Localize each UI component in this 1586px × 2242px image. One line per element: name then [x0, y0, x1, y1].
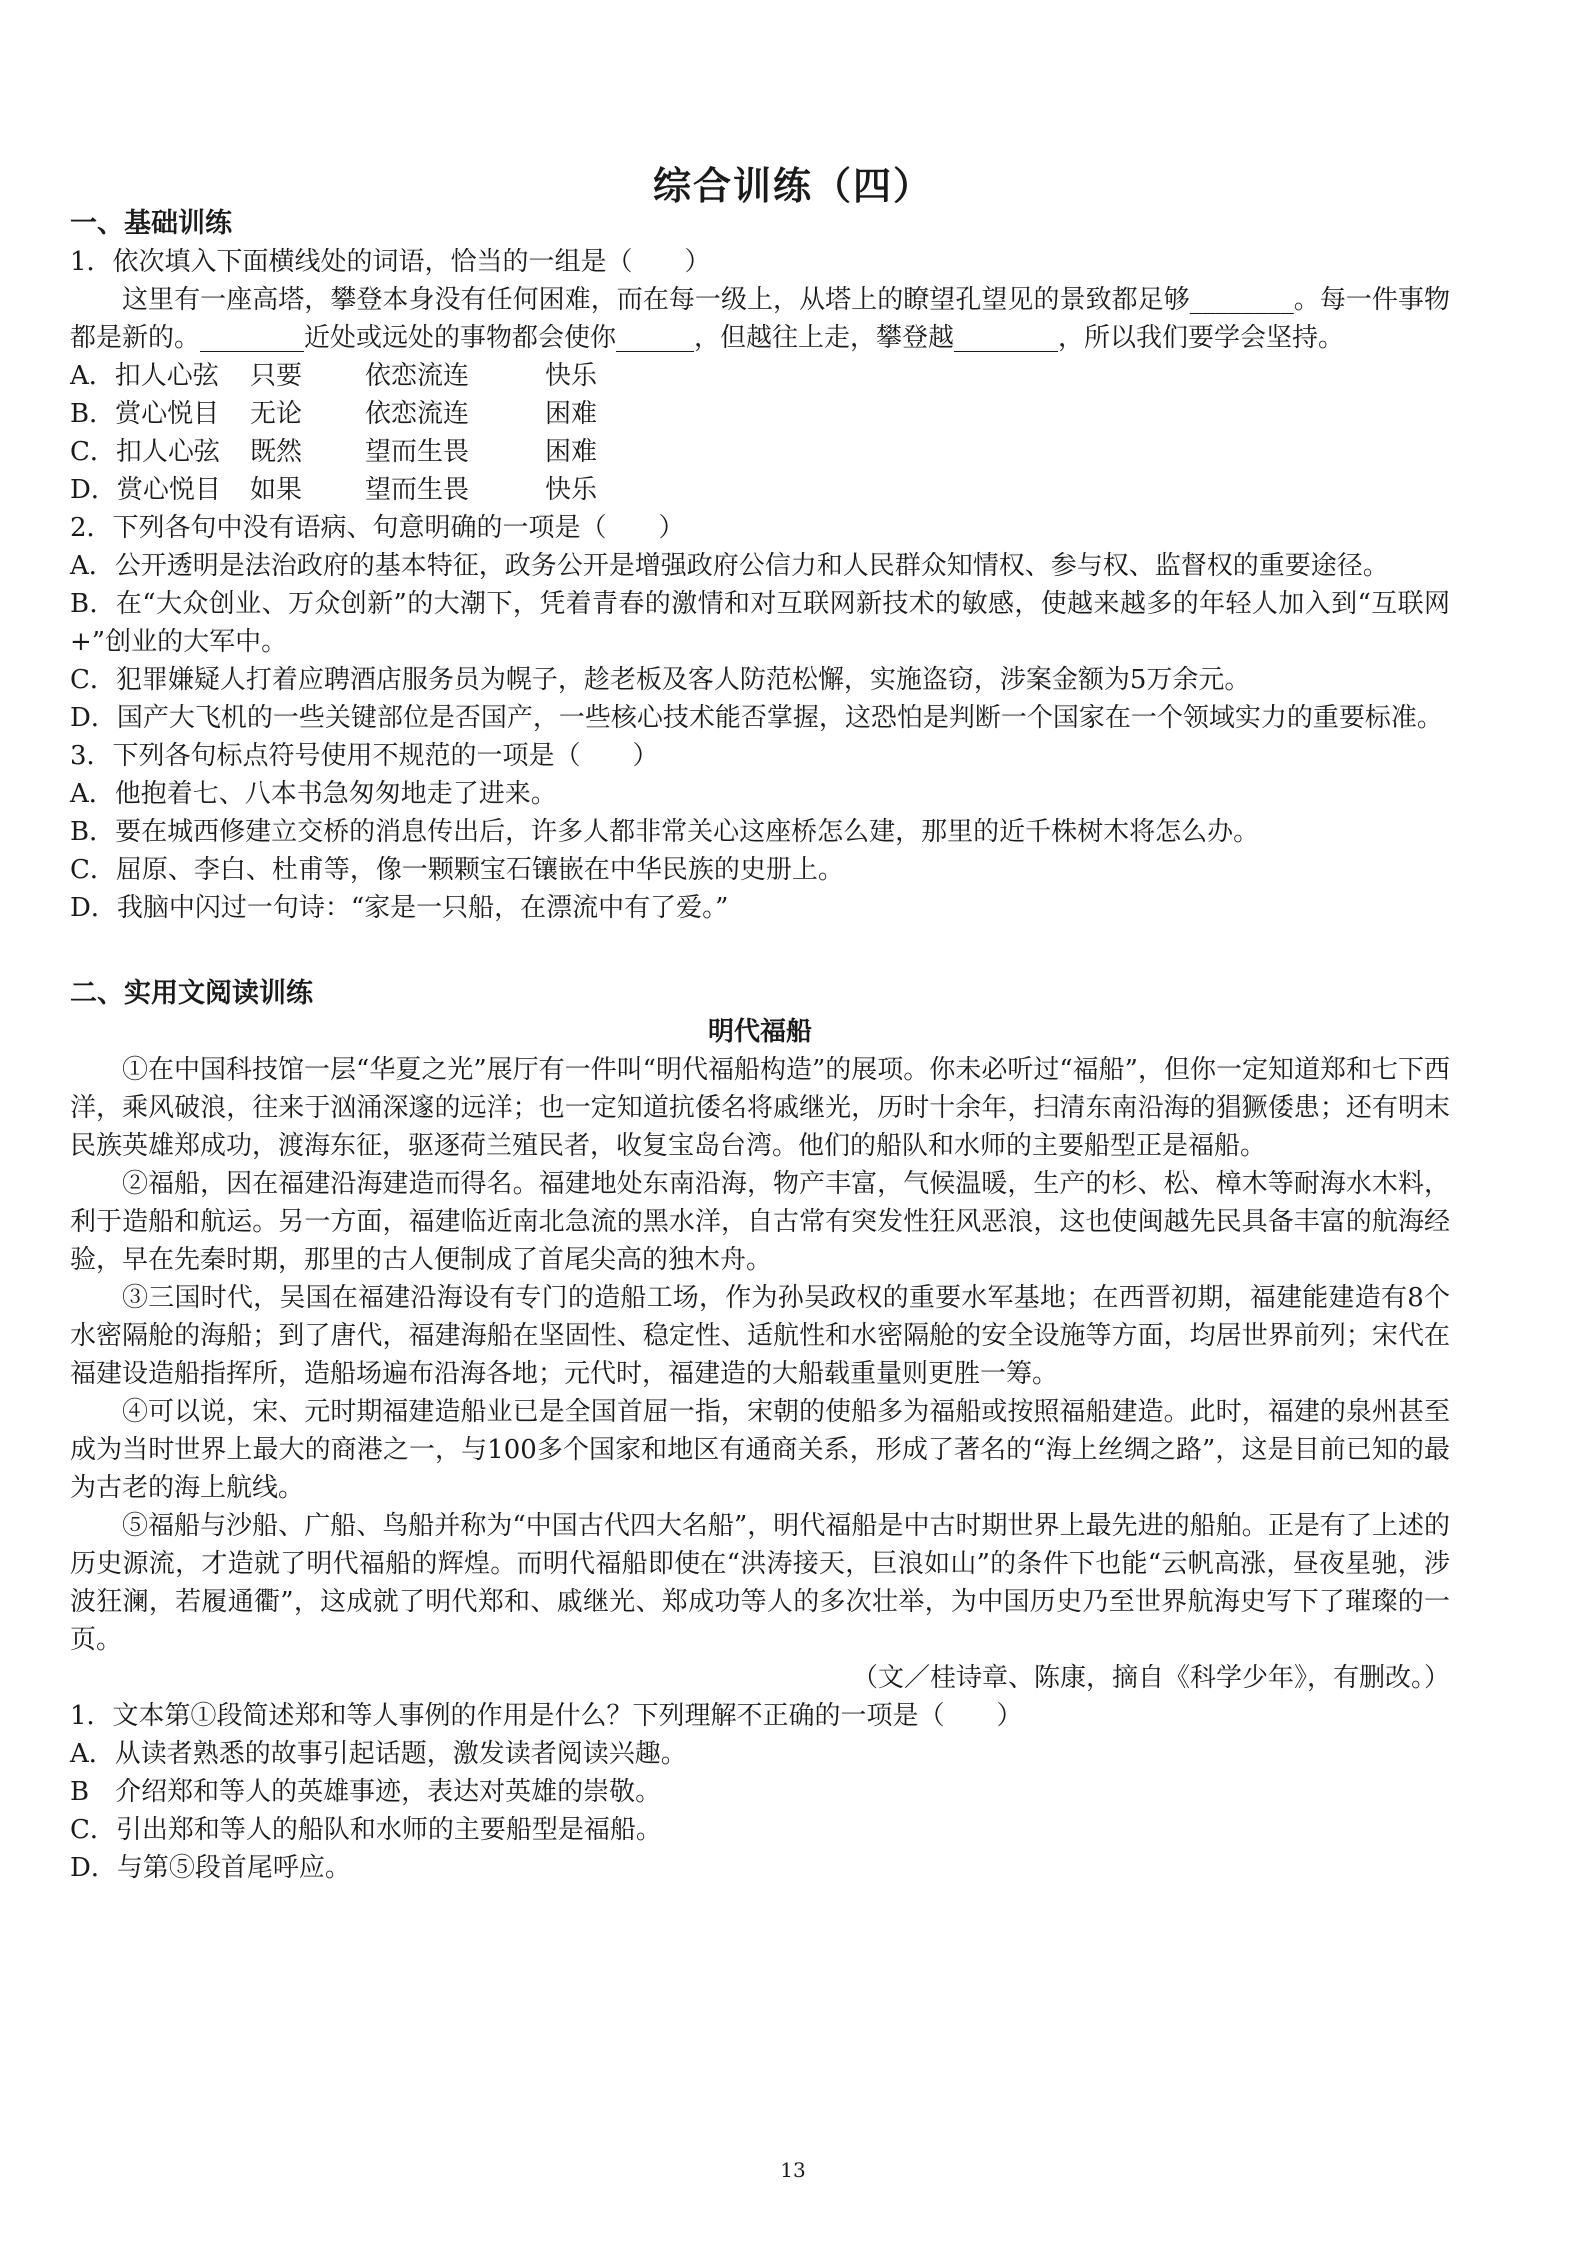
option-col3: 望而生畏: [365, 437, 470, 467]
s1-q3-option-a: A．他抱着七、八本书急匆匆地走了进来。: [70, 779, 557, 809]
s2-q1-option-c: C．引出郑和等人的船队和水师的主要船型是福船。: [70, 1815, 662, 1845]
section2-heading: 二、实用文阅读训练: [70, 978, 313, 1009]
s1-q2-option-a: A．公开透明是法治政府的基本特征，政务公开是增强政府公信力和人民群众知情权、参与权、监督权的重要途径。: [70, 551, 1389, 581]
s1-q2-stem: 2．下列各句中没有语病、句意明确的一项是（ ）: [70, 513, 685, 543]
option-col2: 只要: [250, 361, 303, 391]
article-paragraph: ③三国时代，吴国在福建沿海设有专门的造船工场，作为孙吴政权的重要水军基地；在西晋初期，福建能建造有8个水密隔舱的海船；到了唐代，福建海船在坚固性、稳定性、适航性和水密隔舱的安全设施等方面，均居世界前列；宋代在福建设造船指挥所，造船场遍布沿海各地；元代时，福建造的大船载重量则更胜一筹。: [70, 1283, 1450, 1389]
section-gap: [70, 927, 1450, 975]
s1-q1-stem: 1．依次填入下面横线处的词语，恰当的一组是（ ）: [70, 247, 711, 277]
option-col4: 快乐: [545, 361, 598, 391]
s1-q2-option-d: D．国产大飞机的一些关键部位是否国产，一些核心技术能否掌握，这恐怕是判断一个国家在一个领域实力的重要标准。: [70, 703, 1443, 733]
option-col4: 困难: [545, 399, 598, 429]
option-col3: 依恋流连: [365, 399, 470, 429]
option-col1: B．赏心悦目: [70, 399, 220, 429]
option-col2: 无论: [250, 399, 303, 429]
page-number: 13: [780, 2158, 806, 2182]
s2-q1-option-a: A．从读者熟悉的故事引起话题，激发读者阅读兴趣。: [70, 1739, 687, 1769]
s1-q1-option-d: [70, 471, 1450, 509]
page-content: [70, 205, 1450, 1887]
option-col1: D．赏心悦目: [70, 475, 221, 505]
article-paragraph: ②福船，因在福建沿海建造而得名。福建地处东南沿海，物产丰富，气候温暖，生产的杉、松、樟木等耐海水木料，利于造船和航运。另一方面，福建临近南北急流的黑水洋，自古常有突发性狂风恶浪，这也使闽越先民具备丰富的航海经验，早在先秦时期，那里的古人便制成了首尾尖高的独木舟。: [70, 1169, 1450, 1275]
s2-q1-stem: 1．文本第①段简述郑和等人事例的作用是什么？下列理解不正确的一项是（ ）: [70, 1701, 1023, 1731]
option-col2: 如果: [250, 475, 303, 505]
s1-q1-options: [70, 357, 1450, 509]
article-title: 明代福船: [707, 1017, 812, 1047]
s2-q1-option-d: D．与第⑤段首尾呼应。: [70, 1853, 351, 1883]
option-col1: A．扣人心弦: [70, 361, 219, 391]
article-paragraph: ⑤福船与沙船、广船、鸟船并称为“中国古代四大名船”，明代福船是中古时期世界上最先进的船舶。正是有了上述的历史源流，才造就了明代福船的辉煌。而明代福船即使在“洪涛接天，巨浪如山”的条件下也能“云帆高涨，昼夜星驰，涉波狂澜，若履通衢”，这成就了明代郑和、戚继光、郑成功等人的多次壮举，为中国历史乃至世界航海史写下了璀璨的一页。: [70, 1511, 1450, 1655]
s1-q3-option-c: C．屈原、李白、杜甫等，像一颗颗宝石镶嵌在中华民族的史册上。: [70, 855, 844, 885]
section1-heading: 一、基础训练: [70, 208, 232, 239]
article-source: （文／桂诗章、陈康，摘自《科学少年》，有删改。）: [851, 1663, 1450, 1693]
s1-q1-option-b: [70, 395, 1450, 433]
option-col1: C．扣人心弦: [70, 437, 220, 467]
article-paragraph: ④可以说，宋、元时期福建造船业已是全国首屈一指，宋朝的使船多为福船或按照福船建造。此时，福建的泉州甚至成为当时世界上最大的商港之一，与100多个国家和地区有通商关系，形成了著名的“海上丝绸之路”，这是目前已知的最为古老的海上航线。: [70, 1397, 1450, 1503]
s1-q2-option-c: C．犯罪嫌疑人打着应聘酒店服务员为幌子，趁老板及客人防范松懈，实施盗窃，涉案金额为5万余元。: [70, 665, 1251, 695]
option-col4: 困难: [545, 437, 598, 467]
s1-q1-option-a: [70, 357, 1450, 395]
s2-q1-option-b: B 介绍郑和等人的英雄事迹，表达对英雄的崇敬。: [70, 1777, 662, 1807]
s1-q1-passage: 这里有一座高塔，攀登本身没有任何困难，而在每一级上，从塔上的瞭望孔望见的景致都足够________。每一件事物都是新的。________近处或远处的事物都会使你______，但越往上走，攀登越________，所以我们要学会坚持。: [70, 285, 1450, 353]
option-col3: 依恋流连: [365, 361, 470, 391]
s1-q3-option-b: B．要在城西修建立交桥的消息传出后，许多人都非常关心这座桥怎么建，那里的近千株树木将怎么办。: [70, 817, 1260, 847]
option-col2: 既然: [250, 437, 303, 467]
article-paragraph: ①在中国科技馆一层“华夏之光”展厅有一件叫“明代福船构造”的展项。你未必听过“福船”，但你一定知道郑和七下西洋，乘风破浪，往来于汹涌深邃的远洋；也一定知道抗倭名将戚继光，历时十余年，扫清东南沿海的猖獗倭患；还有明末民族英雄郑成功，渡海东征，驱逐荷兰殖民者，收复宝岛台湾。他们的船队和水师的主要船型正是福船。: [70, 1055, 1450, 1161]
s1-q2-option-b: B．在“大众创业、万众创新”的大潮下，凭着青春的激情和对互联网新技术的敏感，使越来越多的年轻人加入到“互联网+”创业的大军中。: [70, 589, 1450, 657]
s1-q3-stem: 3．下列各句标点符号使用不规范的一项是（ ）: [70, 741, 659, 771]
s1-q1-option-c: [70, 433, 1450, 471]
option-col3: 望而生畏: [365, 475, 470, 505]
page-title: 综合训练（四）: [652, 163, 933, 208]
option-col4: 快乐: [545, 475, 598, 505]
s1-q3-option-d: D．我脑中闪过一句诗：“家是一只船，在漂流中有了爱。”: [70, 893, 729, 923]
